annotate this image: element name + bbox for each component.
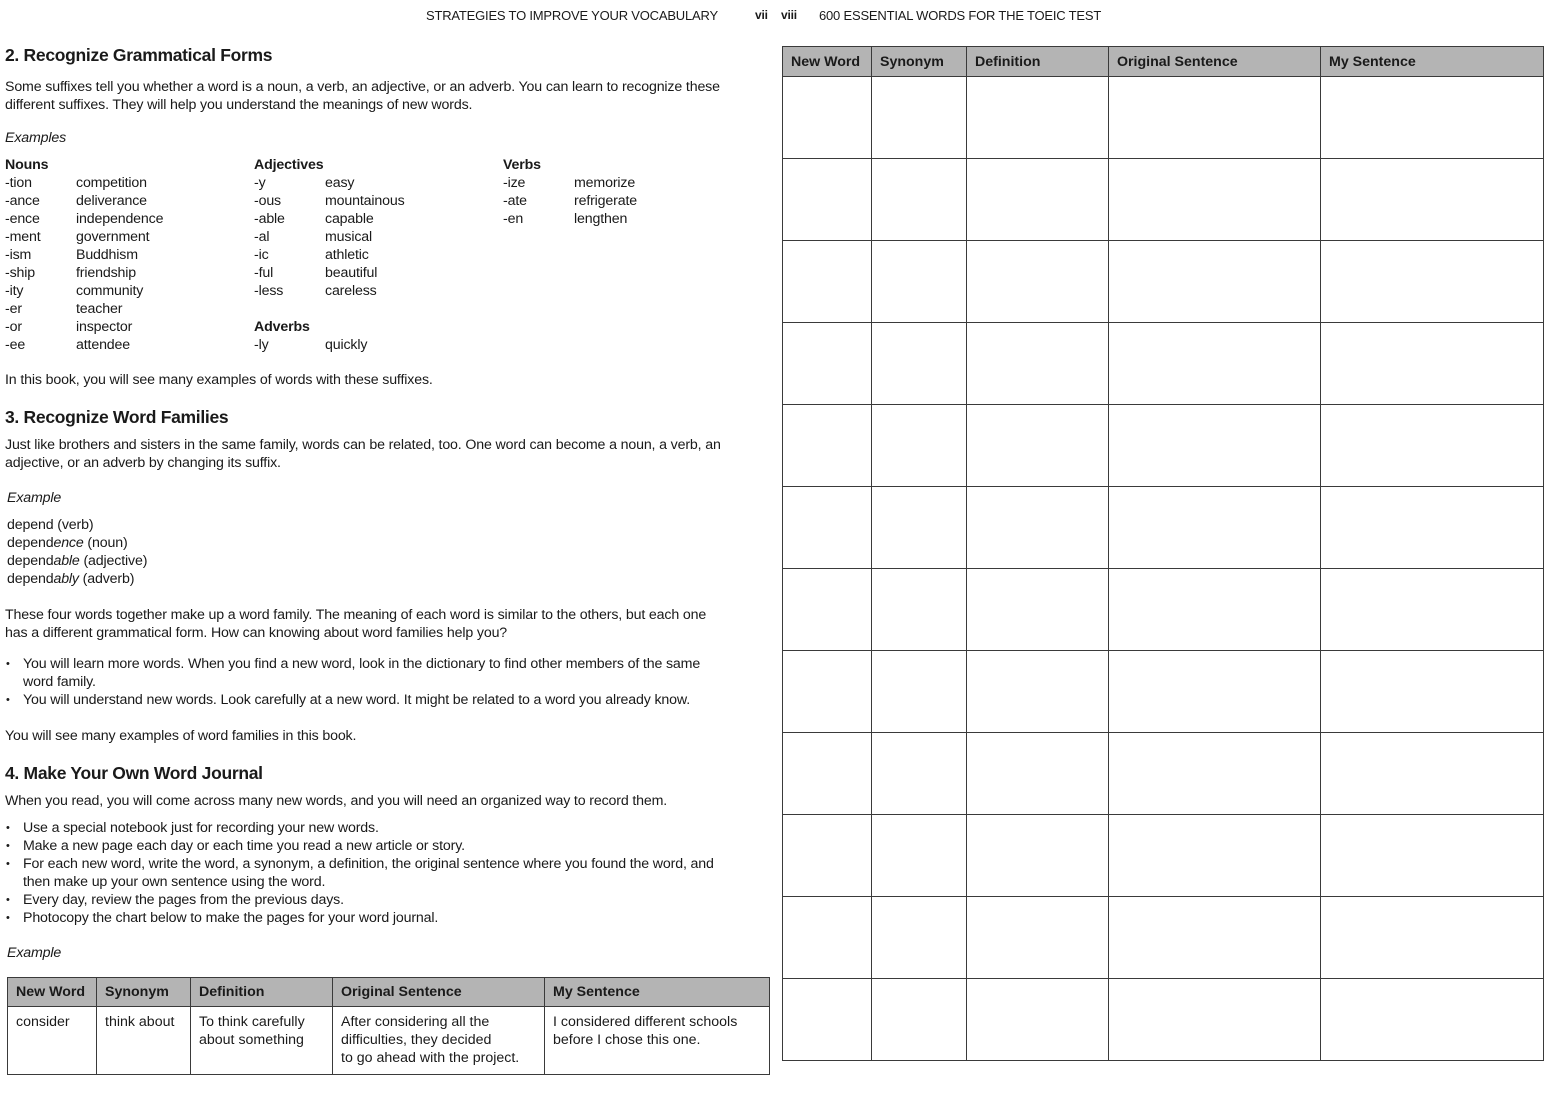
cell-line: I considered different schools bbox=[553, 1014, 738, 1030]
blank-cell bbox=[967, 77, 1109, 159]
blank-table-row bbox=[783, 241, 1544, 323]
blank-cell bbox=[1321, 897, 1544, 979]
family-pos: (verb) bbox=[53, 517, 94, 533]
bullet-line: • You will understand new words. Look carefully at a new word. It might be related to a word you already know. bbox=[23, 692, 691, 708]
bullet-item bbox=[5, 819, 775, 837]
section3-heading: 3. Recognize Word Families bbox=[5, 407, 229, 427]
blank-table-row bbox=[783, 733, 1544, 815]
suffix: -ate bbox=[503, 193, 527, 209]
suffix: -ance bbox=[5, 193, 40, 209]
suffix: -ee bbox=[5, 337, 26, 353]
adverbs-list bbox=[254, 336, 494, 354]
bullet-line: • Make a new page each day or each time you read a new article or story. bbox=[23, 838, 465, 854]
blank-cell bbox=[967, 487, 1109, 569]
suffix: -ence bbox=[5, 211, 40, 227]
verbs-heading: Verbs bbox=[503, 157, 541, 173]
blank-cell bbox=[783, 405, 872, 487]
nouns-list bbox=[5, 174, 245, 354]
blank-cell bbox=[872, 159, 967, 241]
blank-cell bbox=[783, 651, 872, 733]
column-header: Synonym bbox=[97, 978, 191, 1007]
blank-cell bbox=[872, 897, 967, 979]
blank-cell bbox=[1109, 323, 1321, 405]
section2-examples-label: Examples bbox=[5, 130, 67, 146]
blank-cell bbox=[1321, 487, 1544, 569]
blank-table-header bbox=[783, 47, 1544, 77]
blank-cell bbox=[872, 323, 967, 405]
blank-cell bbox=[1321, 815, 1544, 897]
blank-table-row bbox=[783, 897, 1544, 979]
suffix-example: attendee bbox=[76, 337, 131, 353]
bullet-line: • Use a special notebook just for recording your new words. bbox=[23, 820, 379, 836]
suffix-example: competition bbox=[76, 175, 147, 191]
suffix-example: beautiful bbox=[325, 265, 378, 281]
suffix-row bbox=[503, 192, 743, 210]
blank-cell bbox=[872, 569, 967, 651]
suffix: -y bbox=[254, 175, 266, 191]
suffix: -ful bbox=[254, 265, 274, 281]
section3-intro-line2: adjective, or an adverb by changing its suffix. bbox=[5, 455, 281, 471]
example-my-sentence bbox=[545, 1007, 770, 1075]
suffix: -or bbox=[5, 319, 22, 335]
blank-cell bbox=[1109, 487, 1321, 569]
suffix-row bbox=[5, 228, 245, 246]
suffix: -ic bbox=[254, 247, 269, 263]
blank-table-row bbox=[783, 979, 1544, 1061]
suffix: -al bbox=[254, 229, 270, 245]
column-header: New Word bbox=[8, 978, 97, 1007]
suffix-row bbox=[5, 264, 245, 282]
blank-cell bbox=[967, 159, 1109, 241]
blank-cell bbox=[1321, 979, 1544, 1061]
blank-table-body bbox=[783, 77, 1544, 1061]
section2-intro-line1: Some suffixes tell you whether a word is a noun, a verb, an adjective, or an adverb. You can learn to recognize these bbox=[5, 79, 720, 95]
example-journal-table bbox=[7, 977, 770, 1075]
family-base: depend bbox=[7, 517, 54, 533]
suffix-example: musical bbox=[325, 229, 373, 245]
suffix-row bbox=[254, 228, 494, 246]
suffix-example: mountainous bbox=[325, 193, 405, 209]
blank-table-row bbox=[783, 569, 1544, 651]
suffix-example: easy bbox=[325, 175, 355, 191]
blank-cell bbox=[872, 733, 967, 815]
suffix-row bbox=[5, 192, 245, 210]
blank-table-row bbox=[783, 651, 1544, 733]
blank-table-row bbox=[783, 815, 1544, 897]
column-header: New Word bbox=[783, 47, 872, 77]
blank-cell bbox=[872, 241, 967, 323]
suffix-example: quickly bbox=[325, 337, 368, 353]
bullet-line: then make up your own sentence using the word. bbox=[23, 874, 326, 890]
cell-line: before I chose this one. bbox=[553, 1032, 701, 1048]
example-definition bbox=[191, 1007, 333, 1075]
suffix-row bbox=[254, 336, 494, 354]
word-family-item bbox=[7, 570, 147, 588]
bullet-item bbox=[5, 909, 775, 927]
family-base: depend bbox=[7, 553, 54, 569]
word-family-list bbox=[7, 516, 147, 588]
suffix-example: friendship bbox=[76, 265, 137, 281]
suffix: -ize bbox=[503, 175, 526, 191]
blank-cell bbox=[1321, 159, 1544, 241]
section4-bullets bbox=[5, 819, 775, 927]
blank-cell bbox=[967, 815, 1109, 897]
suffix-row bbox=[5, 336, 245, 354]
suffix-row bbox=[254, 264, 494, 282]
suffix-row bbox=[5, 282, 245, 300]
blank-table-row bbox=[783, 323, 1544, 405]
column-header: Original Sentence bbox=[1109, 47, 1321, 77]
blank-cell bbox=[1321, 323, 1544, 405]
blank-cell bbox=[967, 733, 1109, 815]
column-header: Original Sentence bbox=[333, 978, 545, 1007]
suffix: -ism bbox=[5, 247, 32, 263]
blank-cell bbox=[1109, 159, 1321, 241]
section2-intro-line2: different suffixes. They will help you understand the meanings of new words. bbox=[5, 97, 473, 113]
blank-cell bbox=[872, 487, 967, 569]
suffix: -ly bbox=[254, 337, 269, 353]
nouns-heading: Nouns bbox=[5, 157, 49, 173]
suffix-row bbox=[254, 210, 494, 228]
blank-cell bbox=[872, 405, 967, 487]
blank-cell bbox=[1321, 651, 1544, 733]
verbs-column bbox=[503, 156, 743, 228]
family-suffix: ably bbox=[53, 571, 79, 587]
word-family-item bbox=[7, 516, 147, 534]
blank-cell bbox=[783, 77, 872, 159]
blank-cell bbox=[783, 159, 872, 241]
suffix-row bbox=[254, 246, 494, 264]
bullet-item bbox=[5, 855, 775, 891]
blank-cell bbox=[1109, 651, 1321, 733]
section3-bullets bbox=[5, 655, 775, 709]
word-family-item bbox=[7, 552, 147, 570]
suffix: -ment bbox=[5, 229, 41, 245]
cell-line: After considering all the bbox=[341, 1014, 490, 1030]
blank-cell bbox=[1109, 733, 1321, 815]
family-base: depend bbox=[7, 535, 54, 551]
adjectives-list bbox=[254, 174, 494, 300]
blank-cell bbox=[967, 651, 1109, 733]
blank-cell bbox=[783, 815, 872, 897]
blank-cell bbox=[1321, 569, 1544, 651]
suffix-row bbox=[5, 210, 245, 228]
column-header: Definition bbox=[191, 978, 333, 1007]
section4-example-label: Example bbox=[7, 945, 62, 961]
suffix-example: community bbox=[76, 283, 144, 299]
blank-cell bbox=[967, 323, 1109, 405]
suffix: -less bbox=[254, 283, 284, 299]
family-pos: (adverb) bbox=[78, 571, 135, 587]
blank-cell bbox=[1109, 897, 1321, 979]
example-table-header bbox=[8, 978, 770, 1007]
bullet-item bbox=[5, 655, 775, 691]
suffix-example: teacher bbox=[76, 301, 123, 317]
blank-cell bbox=[967, 241, 1109, 323]
example-synonym: think about bbox=[97, 1007, 191, 1075]
adjectives-column bbox=[254, 156, 494, 354]
section3-para-line2: has a different grammatical form. How can knowing about word families help you? bbox=[5, 625, 508, 641]
blank-cell bbox=[783, 487, 872, 569]
bullet-line: • Photocopy the chart below to make the pages for your word journal. bbox=[23, 910, 439, 926]
section3-intro-line1: Just like brothers and sisters in the same family, words can be related, too. One word can become a noun, a verb, an bbox=[5, 437, 721, 453]
blank-cell bbox=[1109, 979, 1321, 1061]
suffix-example: refrigerate bbox=[574, 193, 638, 209]
blank-cell bbox=[1321, 733, 1544, 815]
blank-table-row bbox=[783, 405, 1544, 487]
suffix-example: government bbox=[76, 229, 150, 245]
blank-cell bbox=[967, 897, 1109, 979]
blank-cell bbox=[1109, 569, 1321, 651]
family-suffix: ence bbox=[53, 535, 84, 551]
suffix-example: Buddhism bbox=[76, 247, 138, 263]
example-table-row bbox=[8, 1007, 770, 1075]
suffix-row bbox=[5, 300, 245, 318]
nouns-column bbox=[5, 156, 245, 354]
right-running-title: 600 ESSENTIAL WORDS FOR THE TOEIC TEST bbox=[819, 8, 1102, 23]
word-family-item bbox=[7, 534, 147, 552]
blank-cell bbox=[1321, 405, 1544, 487]
bullet-item bbox=[5, 891, 775, 909]
family-pos: (noun) bbox=[83, 535, 128, 551]
section4-intro: When you read, you will come across many new words, and you will need an organized way to record them. bbox=[5, 793, 668, 809]
column-header: Synonym bbox=[872, 47, 967, 77]
family-pos: (adjective) bbox=[79, 553, 148, 569]
blank-cell bbox=[783, 979, 872, 1061]
cell-line: To think carefully bbox=[199, 1014, 305, 1030]
suffix: -ship bbox=[5, 265, 36, 281]
right-page-number: viii bbox=[781, 8, 797, 22]
suffix: -ous bbox=[254, 193, 281, 209]
blank-table-row bbox=[783, 487, 1544, 569]
suffix-row bbox=[5, 174, 245, 192]
suffix-row bbox=[254, 174, 494, 192]
suffix-row bbox=[254, 192, 494, 210]
suffix-example: lengthen bbox=[574, 211, 628, 227]
suffix-example: capable bbox=[325, 211, 374, 227]
example-new-word: consider bbox=[8, 1007, 97, 1075]
suffix-example: deliverance bbox=[76, 193, 147, 209]
blank-cell bbox=[783, 569, 872, 651]
suffix-example: careless bbox=[325, 283, 377, 299]
bullet-line: • For each new word, write the word, a synonym, a definition, the original sentence where you found the word, and bbox=[23, 856, 714, 872]
suffix-example: inspector bbox=[76, 319, 133, 335]
suffix-row bbox=[5, 318, 245, 336]
suffix: -able bbox=[254, 211, 285, 227]
section2-heading: 2. Recognize Grammatical Forms bbox=[5, 45, 273, 65]
blank-cell bbox=[783, 897, 872, 979]
example-original-sentence bbox=[333, 1007, 545, 1075]
column-header: My Sentence bbox=[1321, 47, 1544, 77]
blank-cell bbox=[1109, 405, 1321, 487]
adjectives-heading: Adjectives bbox=[254, 157, 324, 173]
bullet-item bbox=[5, 691, 775, 709]
column-header: Definition bbox=[967, 47, 1109, 77]
blank-cell bbox=[1109, 241, 1321, 323]
section2-closing: In this book, you will see many examples of words with these suffixes. bbox=[5, 372, 433, 388]
blank-cell bbox=[1109, 77, 1321, 159]
bullet-line: word family. bbox=[23, 674, 96, 690]
blank-cell bbox=[1321, 241, 1544, 323]
blank-cell bbox=[783, 241, 872, 323]
suffix-row bbox=[5, 246, 245, 264]
adverbs-heading: Adverbs bbox=[254, 319, 310, 335]
section3-example-label: Example bbox=[7, 490, 62, 506]
suffix-example: memorize bbox=[574, 175, 636, 191]
left-page-number: vii bbox=[755, 8, 768, 22]
blank-cell bbox=[872, 77, 967, 159]
blank-cell bbox=[783, 323, 872, 405]
suffix-example: athletic bbox=[325, 247, 369, 263]
bullet-line: • Every day, review the pages from the previous days. bbox=[23, 892, 344, 908]
family-suffix: able bbox=[53, 553, 80, 569]
suffix-example: independence bbox=[76, 211, 164, 227]
cell-line: to go ahead with the project. bbox=[341, 1050, 520, 1066]
blank-cell bbox=[872, 815, 967, 897]
blank-cell bbox=[1321, 77, 1544, 159]
blank-cell bbox=[967, 979, 1109, 1061]
cell-line: difficulties, they decided bbox=[341, 1032, 492, 1048]
blank-journal-table bbox=[782, 46, 1544, 1061]
column-header: My Sentence bbox=[545, 978, 770, 1007]
blank-cell bbox=[783, 733, 872, 815]
suffix-row bbox=[503, 174, 743, 192]
blank-table-row bbox=[783, 77, 1544, 159]
suffix: -en bbox=[503, 211, 524, 227]
suffix-row bbox=[503, 210, 743, 228]
bullet-item bbox=[5, 837, 775, 855]
bullet-line: • You will learn more words. When you find a new word, look in the dictionary to find other members of the same bbox=[23, 656, 701, 672]
blank-cell bbox=[967, 569, 1109, 651]
section4-heading: 4. Make Your Own Word Journal bbox=[5, 763, 263, 783]
blank-cell bbox=[872, 979, 967, 1061]
suffix-row bbox=[254, 282, 494, 300]
suffix: -ity bbox=[5, 283, 24, 299]
blank-cell bbox=[1109, 815, 1321, 897]
suffix: -er bbox=[5, 301, 22, 317]
left-running-title: STRATEGIES TO IMPROVE YOUR VOCABULARY bbox=[426, 8, 718, 23]
verbs-list bbox=[503, 174, 743, 228]
blank-cell bbox=[872, 651, 967, 733]
section3-closing: You will see many examples of word families in this book. bbox=[5, 728, 357, 744]
blank-cell bbox=[967, 405, 1109, 487]
family-base: depend bbox=[7, 571, 54, 587]
suffix: -tion bbox=[5, 175, 32, 191]
section3-para-line1: These four words together make up a word family. The meaning of each word is similar to the others, but each one bbox=[5, 607, 707, 623]
cell-line: about something bbox=[199, 1032, 304, 1048]
blank-table-row bbox=[783, 159, 1544, 241]
